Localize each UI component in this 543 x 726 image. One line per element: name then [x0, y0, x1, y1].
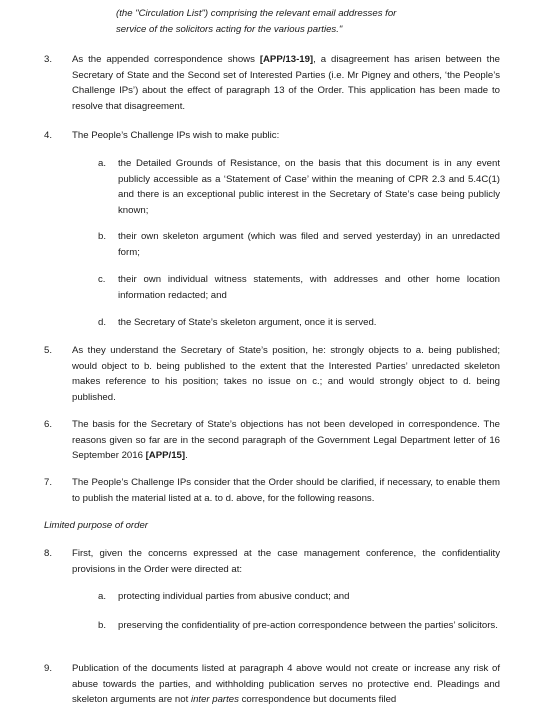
- section-heading: Limited purpose of order: [44, 520, 148, 531]
- paragraph-number: 5.: [44, 345, 53, 356]
- paragraph-number: 4.: [44, 130, 53, 141]
- paragraph-text-run: Publication of the documents listed at paragraph 4 above would not create or increase any risk of abuse towards the parties, and withholding publication serves no protective end. Pleadings and skeleton arguments are not: [72, 663, 500, 706]
- list-item-label: b.: [98, 620, 107, 631]
- paragraph-9-text: [72, 661, 500, 708]
- appendix-reference: [APP/15]: [145, 450, 186, 462]
- quote-line: service of the solicitors acting for the various parties.": [116, 23, 343, 35]
- paragraph-4-text: [72, 128, 500, 144]
- quoted-order-text: [116, 6, 476, 37]
- paragraph-number: 8.: [44, 548, 53, 559]
- paragraph-text-run: As they understand the Secretary of State’s position, he: strongly objects to a. being published; would object to b. being published to the extent that the Interested Parties’ unredacted skeleton makes reference to his position; takes no issue on c.; and would strongly object to d. being published.: [72, 345, 500, 403]
- paragraph-number: 3.: [44, 54, 53, 65]
- paragraph-5-text: [72, 343, 500, 405]
- paragraph-3-text: [72, 52, 500, 114]
- paragraph-number: 6.: [44, 419, 53, 430]
- appendix-reference: [APP/13-19]: [259, 54, 314, 65]
- paragraph-text-run: The People’s Challenge IPs wish to make public:: [72, 130, 280, 141]
- emphasized-text: inter partes: [190, 694, 239, 706]
- list-item-label: a.: [98, 158, 107, 169]
- quote-line: (the "Circulation List") comprising the relevant email addresses for: [116, 8, 397, 19]
- paragraph-text-run: The People’s Challenge IPs consider that the Order should be clarified, if necessary, to enable them to publish the material listed at a. to d. above, for the following reasons.: [72, 477, 500, 504]
- list-item-label: b.: [98, 231, 107, 242]
- paragraph-text-run: , a disagreement has arisen between the Secretary of State and the Second set of Interested Parties (i.e. Mr Pigney and others, ‘the People’s Challenge IPs’) about the effect of paragraph 13 of the Order. This application has been made to resolve that disagreement.: [72, 54, 500, 112]
- list-item-label: a.: [98, 591, 107, 602]
- list-item-text: the Detailed Grounds of Resistance, on the basis that this document is in any event publicly accessible as a ‘Statement of Case’ within the meaning of CPR 2.3 and 5.4C(1) and there is an exceptional public interest in the Secretary of State’s case being publicly known;: [118, 158, 500, 216]
- paragraph-text-run: correspondence but documents filed: [238, 694, 397, 706]
- paragraph-text-run: .: [185, 450, 188, 462]
- list-item-label: d.: [98, 317, 107, 328]
- paragraph-text-run: The basis for the Secretary of State’s objections has not been developed in correspondence. The reasons given so far are in the second paragraph of the Government Legal Department letter of 16 September 2016: [72, 419, 500, 462]
- paragraph-text-run: First, given the concerns expressed at the case management conference, the confidentiality provisions in the Order were directed at:: [72, 548, 500, 575]
- paragraph-text-run: As the appended correspondence shows: [72, 54, 260, 65]
- list-item-text: the Secretary of State’s skeleton argument, once it is served.: [118, 317, 377, 328]
- list-item-text: their own individual witness statements, with addresses and other home location information redacted; and: [118, 274, 500, 301]
- list-item-label: c.: [98, 274, 106, 285]
- list-item-text: their own skeleton argument (which was filed and served yesterday) in an unredacted form;: [118, 231, 500, 258]
- list-item-text: preserving the confidentiality of pre-action correspondence between the parties’ solicitors.: [118, 620, 498, 631]
- paragraph-7-text: [72, 475, 500, 506]
- paragraph-6-text: [72, 417, 500, 464]
- paragraph-8-text: [72, 546, 500, 577]
- paragraph-number: 9.: [44, 663, 53, 674]
- paragraph-number: 7.: [44, 477, 53, 488]
- list-item-text: protecting individual parties from abusive conduct; and: [118, 591, 350, 602]
